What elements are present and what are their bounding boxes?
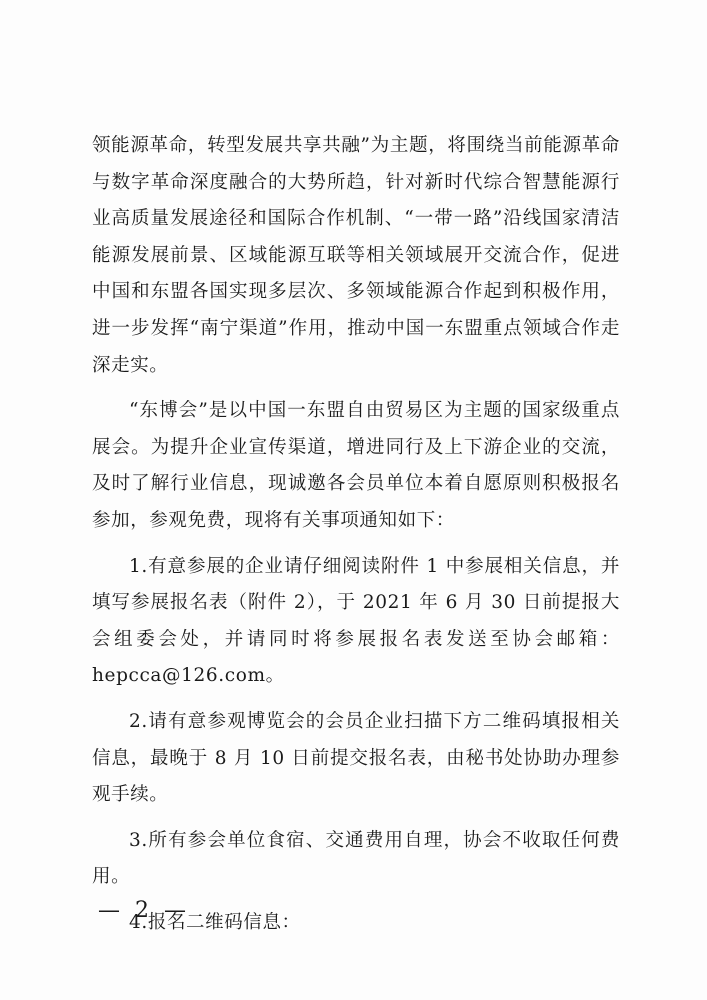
page-number: — 2 —: [98, 898, 190, 923]
paragraph-item-1: 1.有意参展的企业请仔细阅读附件 1 中参展相关信息，并填写参展报名表（附件 2），于 2021 年 6 月 30 日前提报大会组委会处，并请同时将参展报名表发送至协会邮箱：hepcca@126.com。: [92, 555, 620, 687]
paragraph-item-2: 2.请有意参观博览会的会员企业扫描下方二维码填报相关信息，最晚于 8 月 10 日前提交报名表，由秘书处协助办理参观手续。: [92, 710, 620, 806]
paragraph-item-3: 3.所有参会单位食宿、交通费用自理，协会不收取任何费用。: [92, 829, 620, 888]
paragraph-theme: 领能源革命，转型发展共享共融”为主题，将围绕当前能源革命与数字革命深度融合的大势所趋，针对新时代综合智慧能源行业高质量发展途径和国际合作机制、“一带一路”沿线国家清洁能源发展前景、区域能源互联等相关领域展开交流合作，促进中国和东盟各国实现多层次、多领域能源合作起到积极作用，进一步发挥“南宁渠道”作用，推动中国一东盟重点领域合作走深走实。: [92, 135, 620, 376]
paragraph-item-4: 4.报名二维码信息：: [129, 911, 301, 933]
document-body: [92, 128, 620, 941]
paragraph-expo-intro: “东博会”是以中国一东盟自由贸易区为主题的国家级重点展会。为提升企业宣传渠道，增进同行及上下游企业的交流，及时了解行业信息，现诚邀各会员单位本着自愿原则积极报名参加，参观免费，现将有关事项通知如下：: [92, 400, 620, 531]
